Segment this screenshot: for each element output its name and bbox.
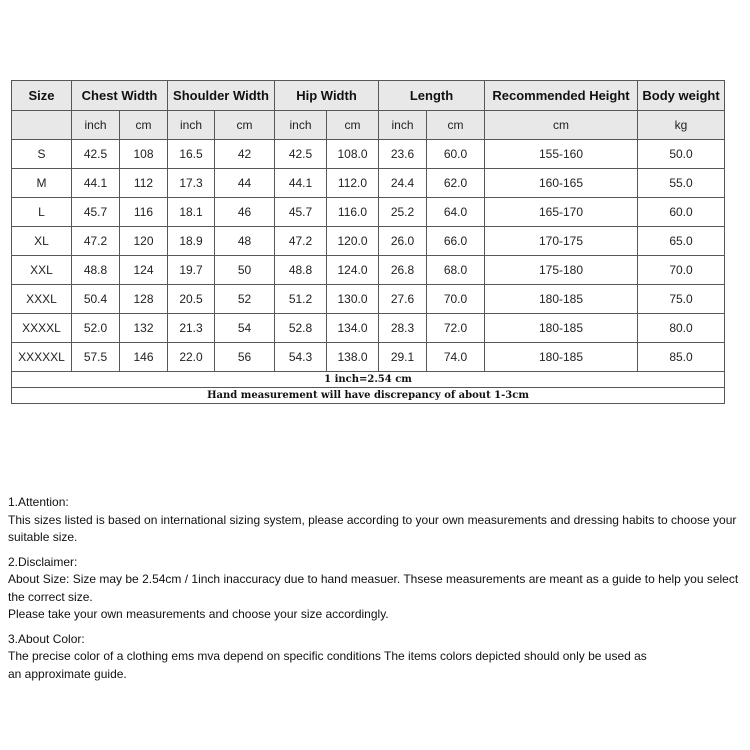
table-cell: 23.6	[379, 140, 427, 169]
table-cell: 21.3	[168, 314, 215, 343]
size-rows	[12, 140, 725, 372]
table-cell: 22.0	[168, 343, 215, 372]
unit-header: inch	[275, 111, 327, 140]
table-cell: XXXXXL	[12, 343, 72, 372]
table-cell: 120	[120, 227, 168, 256]
table-cell: 85.0	[638, 343, 725, 372]
table-cell: 64.0	[427, 198, 485, 227]
table-cell: 74.0	[427, 343, 485, 372]
table-cell: 48.8	[275, 256, 327, 285]
unit-header: inch	[168, 111, 215, 140]
unit-header: cm	[327, 111, 379, 140]
attention-note	[8, 494, 748, 547]
table-cell: 51.2	[275, 285, 327, 314]
table-cell: 112	[120, 169, 168, 198]
table-cell: 66.0	[427, 227, 485, 256]
table-cell: 60.0	[638, 198, 725, 227]
table-cell: 175-180	[485, 256, 638, 285]
table-cell: 180-185	[485, 314, 638, 343]
header-group-row	[12, 81, 725, 111]
table-cell: 65.0	[638, 227, 725, 256]
table-cell: 56	[215, 343, 275, 372]
unit-header: inch	[379, 111, 427, 140]
table-cell: 26.8	[379, 256, 427, 285]
table-cell: XL	[12, 227, 72, 256]
table-cell: 57.5	[72, 343, 120, 372]
table-cell: 45.7	[275, 198, 327, 227]
table-cell: 44.1	[275, 169, 327, 198]
table-cell: 75.0	[638, 285, 725, 314]
table-row	[12, 343, 725, 372]
table-cell: 26.0	[379, 227, 427, 256]
table-row	[12, 285, 725, 314]
table-cell: M	[12, 169, 72, 198]
about-color-heading: 3.About Color:	[8, 631, 85, 646]
table-cell: 52.0	[72, 314, 120, 343]
table-cell: 62.0	[427, 169, 485, 198]
table-cell: 70.0	[427, 285, 485, 314]
table-cell: XXL	[12, 256, 72, 285]
table-cell: 160-165	[485, 169, 638, 198]
table-cell: S	[12, 140, 72, 169]
size-chart-table	[11, 80, 725, 404]
unit-header: kg	[638, 111, 725, 140]
table-cell: 48.8	[72, 256, 120, 285]
table-cell: 45.7	[72, 198, 120, 227]
table-cell: 46	[215, 198, 275, 227]
column-header: Hip Width	[275, 81, 379, 111]
table-cell: 70.0	[638, 256, 725, 285]
table-cell: 130.0	[327, 285, 379, 314]
table-cell: 132	[120, 314, 168, 343]
column-header: Length	[379, 81, 485, 111]
table-cell: 146	[120, 343, 168, 372]
table-cell: 55.0	[638, 169, 725, 198]
note-row	[12, 388, 725, 404]
column-header: Size	[12, 81, 72, 111]
column-header: Recommended Height	[485, 81, 638, 111]
table-cell: 138.0	[327, 343, 379, 372]
table-cell: 124.0	[327, 256, 379, 285]
inch-conversion-note: 1 inch=2.54 cm	[12, 372, 725, 388]
table-cell: 47.2	[275, 227, 327, 256]
table-cell: 50.0	[638, 140, 725, 169]
table-cell: 80.0	[638, 314, 725, 343]
header-unit-row	[12, 111, 725, 140]
table-cell: 44.1	[72, 169, 120, 198]
disclaimer-text-line1: About Size: Size may be 2.54cm / 1inch inaccuracy due to hand measuer. Thsese measurements are meant as a guide to help you select the correct size.	[8, 572, 739, 604]
unit-header: cm	[427, 111, 485, 140]
table-cell: 54.3	[275, 343, 327, 372]
note-row	[12, 372, 725, 388]
table-cell: 54	[215, 314, 275, 343]
measurement-discrepancy-note: Hand measurement will have discrepancy of about 1-3cm	[12, 388, 725, 404]
attention-text: This sizes listed is based on international sizing system, please according to your own measurements and dressing habits to choose your suitable size.	[8, 512, 737, 544]
table-cell: 27.6	[379, 285, 427, 314]
size-chart	[11, 80, 725, 404]
table-cell: L	[12, 198, 72, 227]
about-color-text-line1: The precise color of a clothing ems mva depend on specific conditions The items colors depicted should only be used as	[8, 649, 647, 663]
table-row	[12, 314, 725, 343]
table-cell: 165-170	[485, 198, 638, 227]
table-cell: 47.2	[72, 227, 120, 256]
table-cell: XXXXL	[12, 314, 72, 343]
disclaimer-note	[8, 554, 748, 624]
table-cell: 16.5	[168, 140, 215, 169]
table-row	[12, 198, 725, 227]
table-cell: 42.5	[275, 140, 327, 169]
table-cell: XXXL	[12, 285, 72, 314]
table-cell: 116	[120, 198, 168, 227]
table-cell: 42.5	[72, 140, 120, 169]
disclaimer-text-line2: Please take your own measurements and choose your size accordingly.	[8, 607, 389, 621]
table-cell: 128	[120, 285, 168, 314]
table-cell: 18.9	[168, 227, 215, 256]
about-color-text-line2: an approximate guide.	[8, 666, 127, 681]
table-cell: 19.7	[168, 256, 215, 285]
table-cell: 60.0	[427, 140, 485, 169]
table-cell: 124	[120, 256, 168, 285]
disclaimer-heading: 2.Disclaimer:	[8, 554, 78, 569]
unit-header: cm	[485, 111, 638, 140]
table-cell: 52.8	[275, 314, 327, 343]
table-row	[12, 227, 725, 256]
table-cell: 134.0	[327, 314, 379, 343]
table-cell: 28.3	[379, 314, 427, 343]
table-cell: 20.5	[168, 285, 215, 314]
table-cell: 72.0	[427, 314, 485, 343]
table-notes	[12, 372, 725, 404]
table-cell: 50.4	[72, 285, 120, 314]
table-cell: 180-185	[485, 343, 638, 372]
table-cell: 108.0	[327, 140, 379, 169]
unit-header: cm	[215, 111, 275, 140]
column-header: Body weight	[638, 81, 725, 111]
attention-heading: 1.Attention:	[8, 495, 69, 509]
table-cell: 116.0	[327, 198, 379, 227]
unit-header: inch	[72, 111, 120, 140]
table-cell: 68.0	[427, 256, 485, 285]
table-cell: 52	[215, 285, 275, 314]
column-header: Chest Width	[72, 81, 168, 111]
table-cell: 42	[215, 140, 275, 169]
table-cell: 17.3	[168, 169, 215, 198]
unit-header: cm	[120, 111, 168, 140]
table-cell: 180-185	[485, 285, 638, 314]
table-cell: 120.0	[327, 227, 379, 256]
table-row	[12, 256, 725, 285]
table-cell: 108	[120, 140, 168, 169]
table-row	[12, 140, 725, 169]
table-row	[12, 169, 725, 198]
about-color-note	[8, 631, 748, 684]
table-cell: 44	[215, 169, 275, 198]
table-cell: 29.1	[379, 343, 427, 372]
column-header: Shoulder Width	[168, 81, 275, 111]
unit-header	[12, 111, 72, 140]
footnotes	[8, 494, 748, 690]
table-cell: 18.1	[168, 198, 215, 227]
table-cell: 155-160	[485, 140, 638, 169]
table-cell: 25.2	[379, 198, 427, 227]
table-cell: 112.0	[327, 169, 379, 198]
table-cell: 24.4	[379, 169, 427, 198]
table-cell: 48	[215, 227, 275, 256]
table-cell: 170-175	[485, 227, 638, 256]
table-cell: 50	[215, 256, 275, 285]
